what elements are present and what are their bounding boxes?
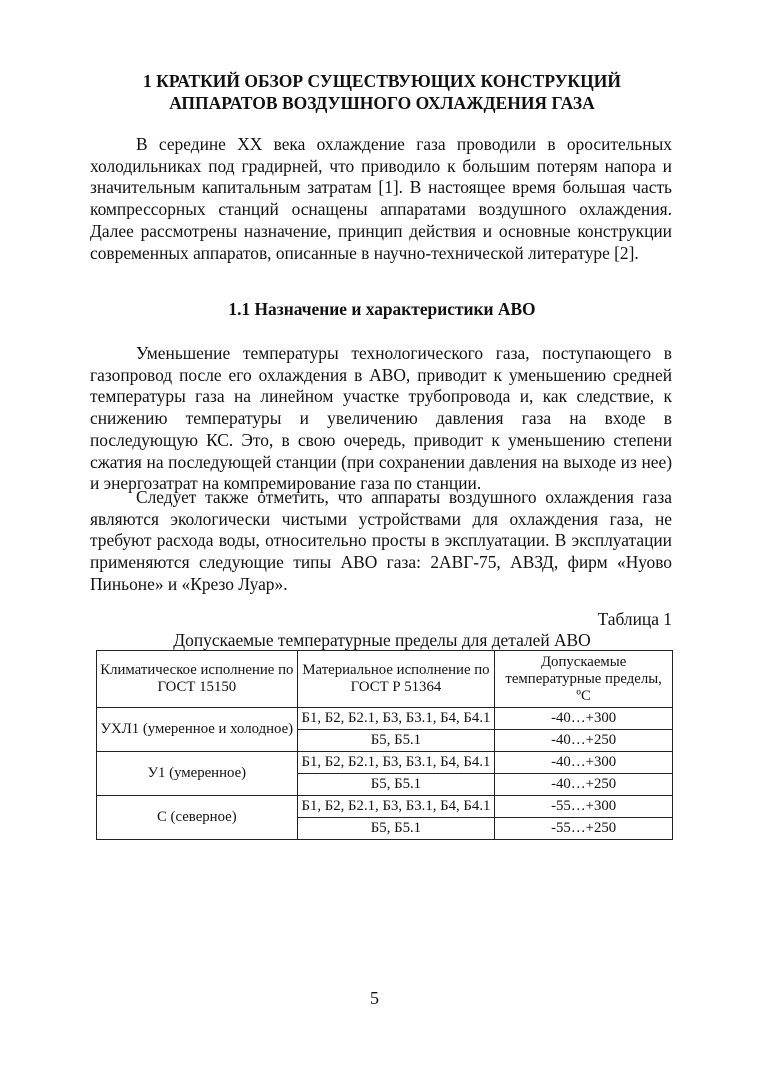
climate-cell: У1 (умеренное) <box>97 752 298 796</box>
material-cell: Б5, Б5.1 <box>297 774 495 796</box>
table-row <box>97 708 673 730</box>
range-cell: -40…+250 <box>495 730 673 752</box>
range-cell: -40…+300 <box>495 752 673 774</box>
material-cell: Б5, Б5.1 <box>297 818 495 840</box>
climate-cell: УХЛ1 (умеренное и холодное) <box>97 708 298 752</box>
table-label: Таблица 1 <box>597 609 672 629</box>
header-climate: Климатическое исполнение по ГОСТ 15150 <box>97 651 298 708</box>
chapter-heading-line-2: АППАРАТОВ ВОЗДУШНОГО ОХЛАЖДЕНИЯ ГАЗА <box>169 93 595 113</box>
section-paragraph-2: Следует также отметить, что аппараты воздушного охлаждения газа являются экологически чистыми устройствами для охлаждения газа, не требуют расхода воды, относительно просты в эксплуатации. В эксплуатации применяются следующие типы АВО газа: 2АВГ-75, АВЗД, фирм «Нуово Пиньоне» и «Крезо Луар». <box>90 487 672 594</box>
header-temperature: Допускаемые температурные пределы, ºС <box>495 651 673 708</box>
page-number: 5 <box>370 988 379 1008</box>
header-material: Материальное исполнение по ГОСТ Р 51364 <box>297 651 495 708</box>
chapter-heading <box>90 70 674 114</box>
material-cell: Б1, Б2, Б2.1, Б3, Б3.1, Б4, Б4.1 <box>297 708 495 730</box>
table-row <box>97 796 673 818</box>
table-caption: Допускаемые температурные пределы для деталей АВО <box>173 630 591 650</box>
climate-cell: С (северное) <box>97 796 298 840</box>
intro-paragraph: В середине XX века охлаждение газа проводили в оросительных холодильниках под градирней, что приводило к большим потерям напора и значительным капитальным затратам [1]. В настоящее время большая часть компрессорных станций оснащены аппаратами воздушного охлаждения. Далее рассмотрены назначение, принцип действия и основные конструкции современных аппаратов, описанные в научно-технической литературе [2]. <box>90 134 672 263</box>
table-row <box>97 752 673 774</box>
section-paragraph-1: Уменьшение температуры технологического газа, поступающего в газопровод после его охлаждения в АВО, приводит к уменьшению средней температуры газа на линейном участке трубопровода и, как следствие, к снижению температуры и увеличению давления газа на входе в последующую КС. Это, в свою очередь, приводит к уменьшению степени сжатия на последующей станции (при сохранении давления на выходе из нее) и энергозатрат на компремирование газа по станции. <box>90 343 672 494</box>
range-cell: -40…+300 <box>495 708 673 730</box>
section-title: 1.1 Назначение и характеристики АВО <box>228 299 536 319</box>
chapter-heading-line-1: 1 КРАТКИЙ ОБЗОР СУЩЕСТВУЮЩИХ КОНСТРУКЦИЙ <box>143 71 621 91</box>
table-header-row <box>97 651 673 708</box>
temperature-limits-table <box>96 650 673 840</box>
range-cell: -40…+250 <box>495 774 673 796</box>
range-cell: -55…+250 <box>495 818 673 840</box>
material-cell: Б1, Б2, Б2.1, Б3, Б3.1, Б4, Б4.1 <box>297 752 495 774</box>
material-cell: Б1, Б2, Б2.1, Б3, Б3.1, Б4, Б4.1 <box>297 796 495 818</box>
material-cell: Б5, Б5.1 <box>297 730 495 752</box>
range-cell: -55…+300 <box>495 796 673 818</box>
